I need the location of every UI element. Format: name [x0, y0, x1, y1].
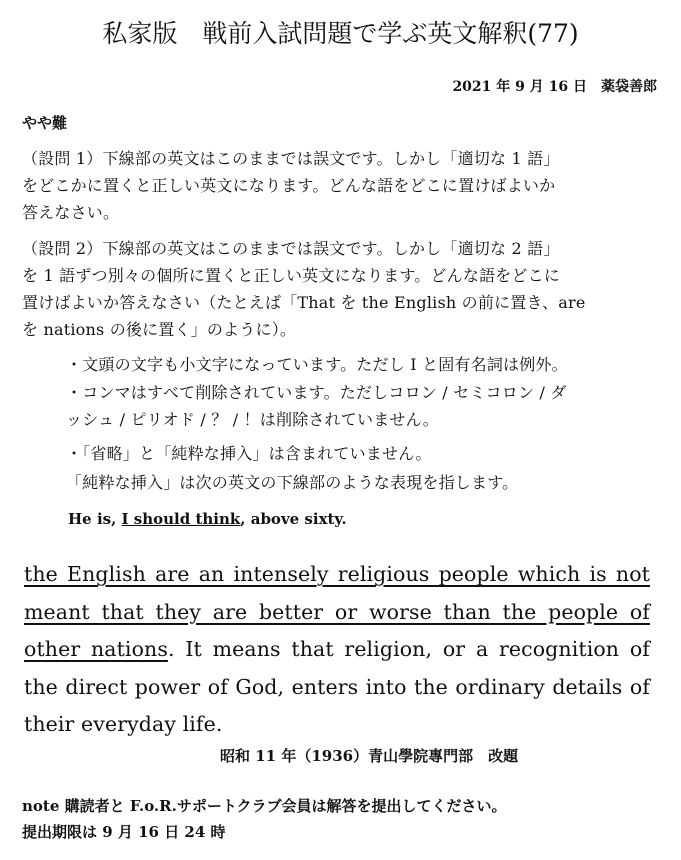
passage-underlined: the English are an intensely religious people which is not meant that they are better or worse than the people of other nations	[24, 562, 650, 661]
date-author: 2021 年 9 月 16 日 薬袋善郎	[452, 79, 657, 95]
note-comma-line-2: ッシュ / ピリオド / ？ / ！は削除されていません。	[66, 410, 439, 429]
question-1-line-1: （設問 1）下線部の英文はこのままでは誤文です。しかし「適切な 1 語」	[22, 149, 560, 168]
page-title: 私家版 戦前入試問題で学ぶ英文解釈(77)	[102, 19, 579, 48]
source-attribution: 昭和 11 年（1936）青山學院專門部 改題	[220, 747, 519, 765]
example-after: , above sixty.	[240, 510, 347, 528]
note-lowercase: ・文頭の文字も小文字になっています。ただし I と固有名詞は例外。	[66, 355, 568, 374]
example-sentence	[68, 510, 347, 528]
note-omission: ・「省略」と「純粋な挿入」は含まれていません。	[66, 444, 432, 463]
example-underlined: I should think	[121, 510, 241, 528]
question-1-line-3: 答えなさい。	[22, 203, 120, 222]
submission-deadline: 提出期限は 9 月 16 日 24 時	[22, 823, 226, 841]
difficulty-level: やや難	[22, 114, 68, 132]
example-before: He is,	[68, 510, 122, 528]
question-2-line-4: を nations の後に置く」のように）。	[22, 320, 297, 339]
question-2-line-3: 置けばよいか答えなさい（たとえば「That を the English の前に置き、are	[22, 293, 586, 312]
note-comma-line-1: ・コンマはすべて削除されています。ただしコロン / セミコロン / ダ	[66, 383, 567, 402]
question-2-line-2: を 1 語ずつ別々の個所に置くと正しい英文になります。どんな語をどこに	[22, 266, 561, 285]
question-1-line-2: をどこかに置くと正しい英文になります。どんな語をどこに置けばよいか	[22, 176, 556, 195]
passage-rest: . It means that religion, or a recognition of the direct power of God, enters into the ordinary details of their everyday life.	[24, 637, 650, 736]
note-insertion-definition: 「純粋な挿入」は次の英文の下線部のような表現を指します。	[66, 473, 519, 492]
question-2-line-1: （設問 2）下線部の英文はこのままでは誤文です。しかし「適切な 2 語」	[22, 239, 560, 258]
submission-note: note 購読者と F.o.R.サポートクラブ会員は解答を提出してください。	[22, 797, 507, 815]
english-passage	[24, 556, 650, 744]
